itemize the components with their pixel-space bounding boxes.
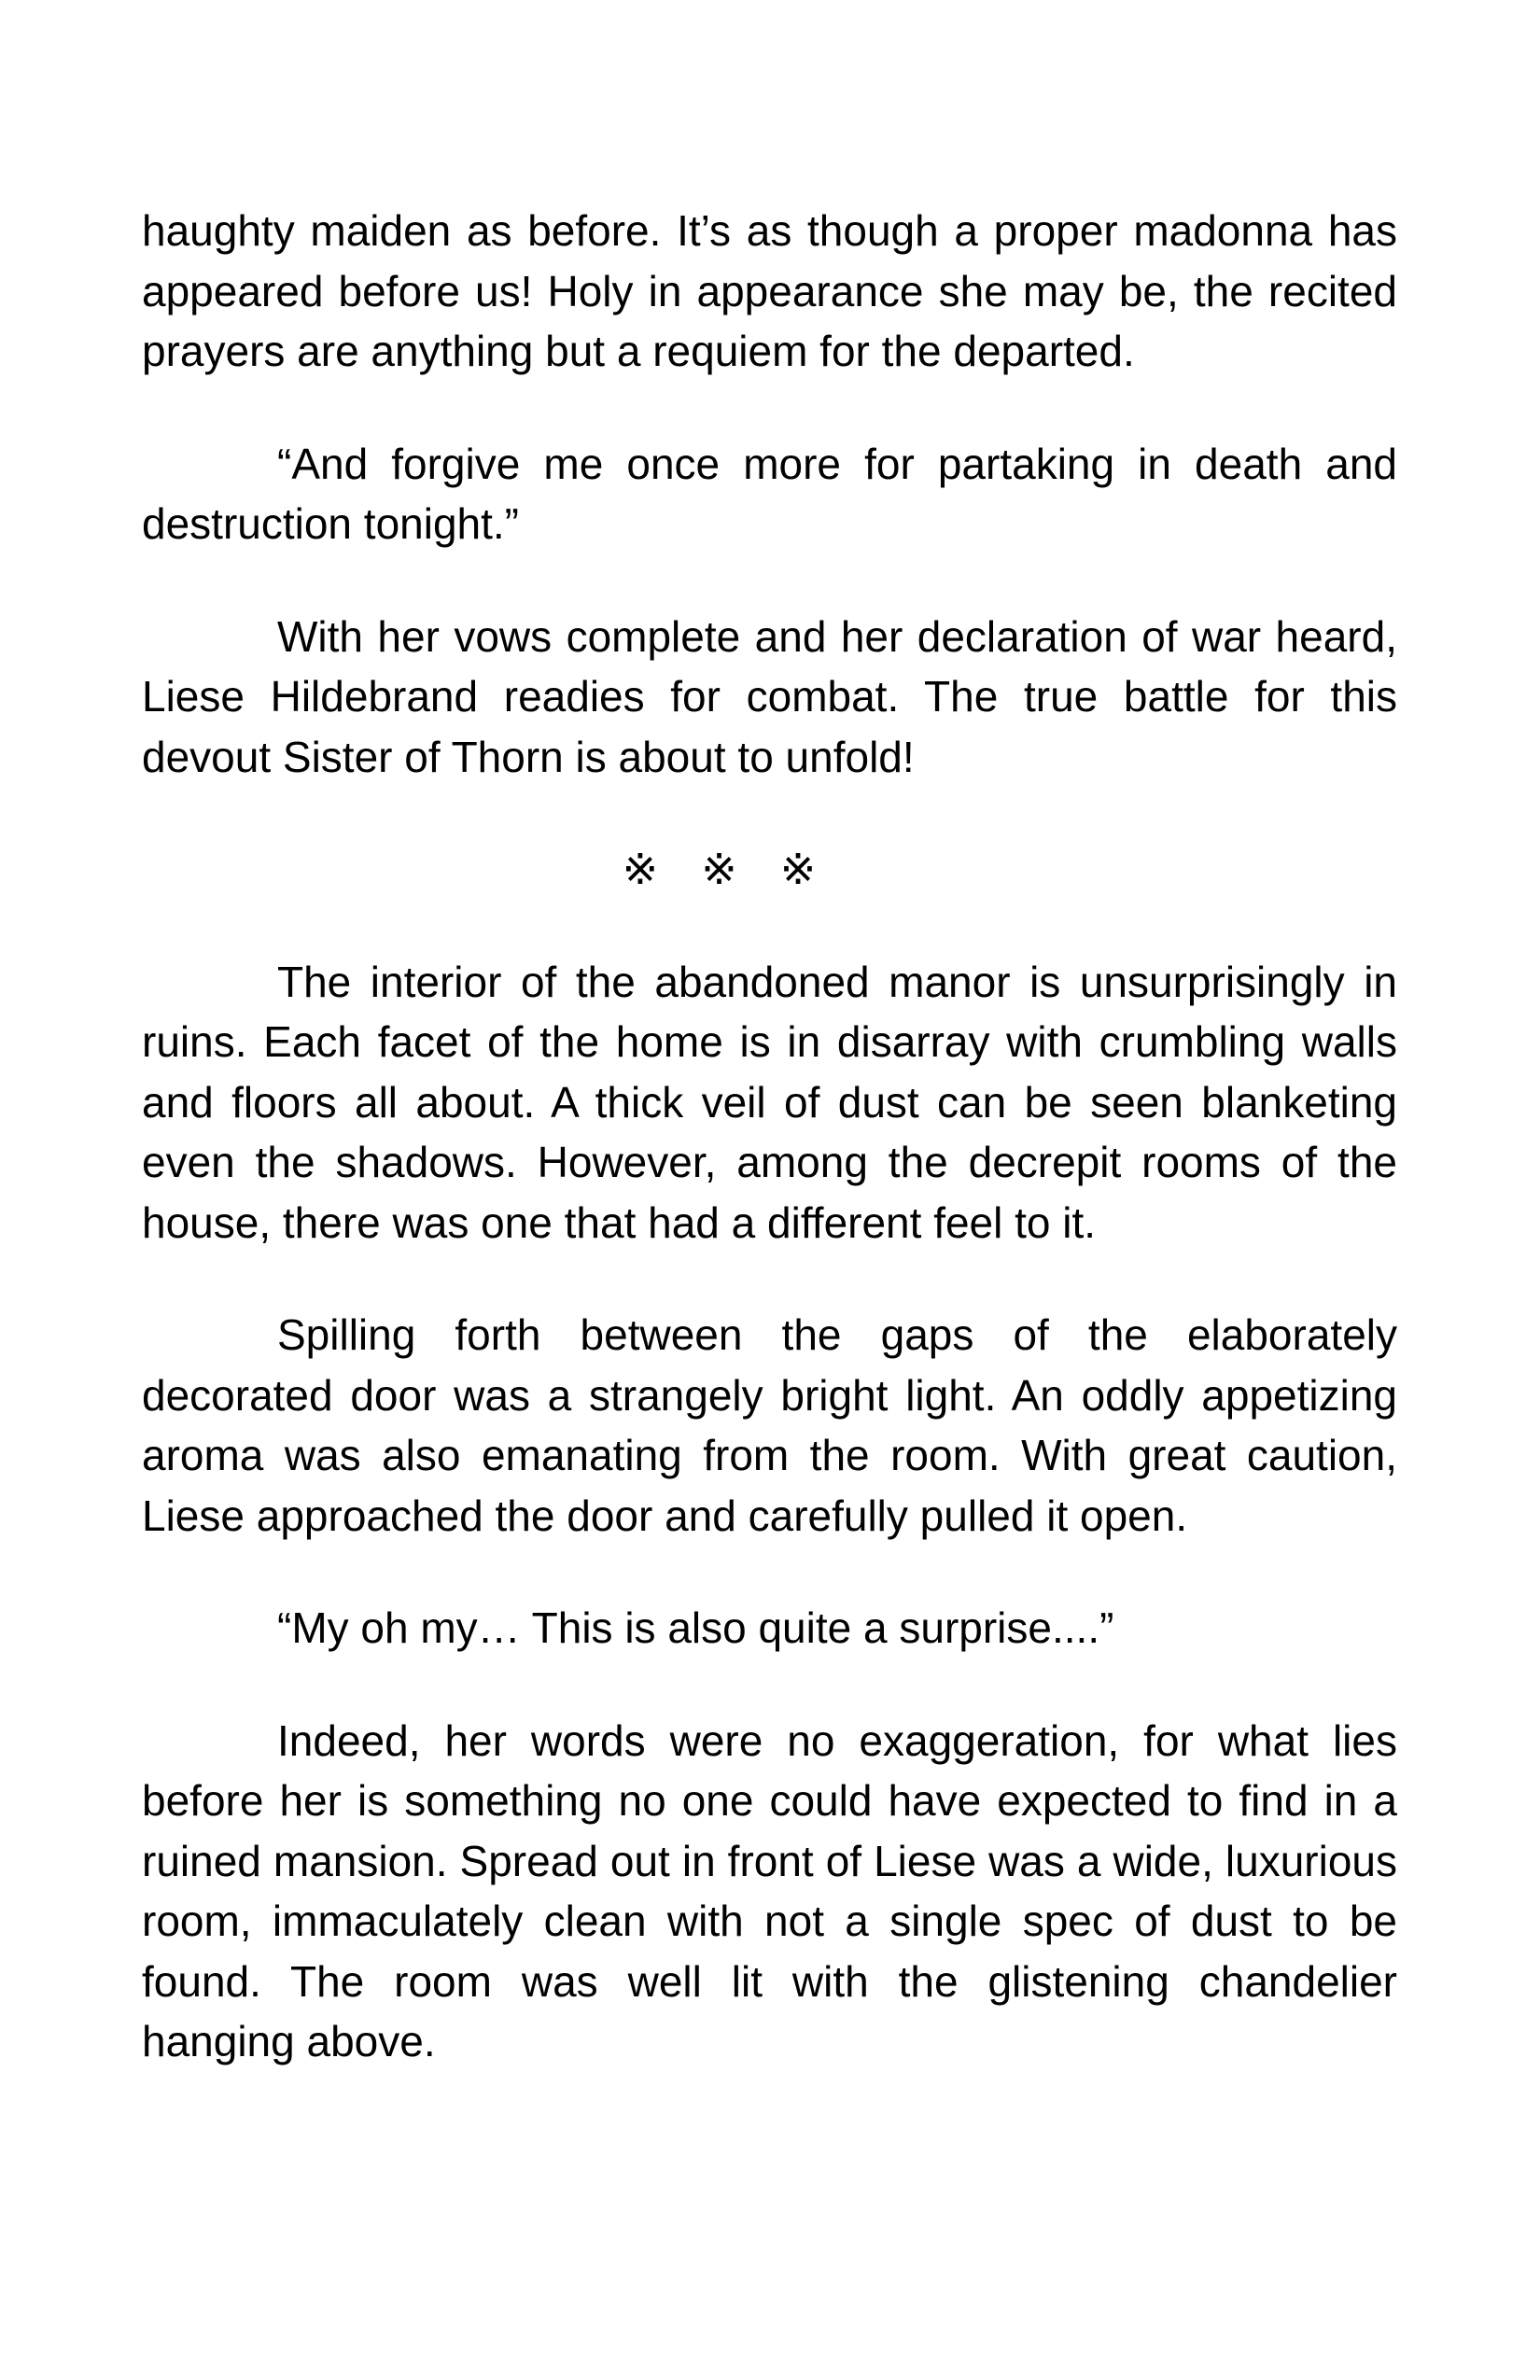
paragraph-narration-manor: The interior of the abandoned manor is unsurprisingly in ruins. Each facet of the home is in disarray with crumbling walls and floors all about. A thick veil of dust can be seen blanketing even the shadows. However, among the decrepit rooms of the house, there was one that had a different feel to it. — [142, 957, 1397, 1247]
paragraph-narration-combat: With her vows complete and her declaration of war heard, Liese Hildebrand readies for combat. The true battle for this devout Sister of Thorn is about to unfold! — [142, 611, 1397, 781]
paragraph-dialogue-surprise: “My oh my… This is also quite a surprise....” — [277, 1603, 1114, 1652]
section-separator: ※ ※ ※ — [622, 845, 817, 893]
paragraph-continuation: haughty maiden as before. It’s as though a proper madonna has appeared before us! Holy in appearance she may be, the recited prayers are anything but a requiem for the departed. — [142, 206, 1397, 375]
paragraph-narration-door: Spilling forth between the gaps of the elaborately decorated door was a strangely bright light. An oddly appetizing aroma was also emanating from the room. With great caution, Liese approached the door and carefully pulled it open. — [142, 1310, 1397, 1540]
paragraph-dialogue-vow: “And forgive me once more for partaking in death and destruction tonight.” — [142, 439, 1397, 548]
paragraph-narration-room: Indeed, her words were no exaggeration, for what lies before her is something no one could have expected to find in a ruined mansion. Spread out in front of Liese was a wide, luxurious room, immaculately clean with not a single spec of dust to be found. The room was well lit with the glistening chandelier hanging above. — [142, 1715, 1397, 2065]
